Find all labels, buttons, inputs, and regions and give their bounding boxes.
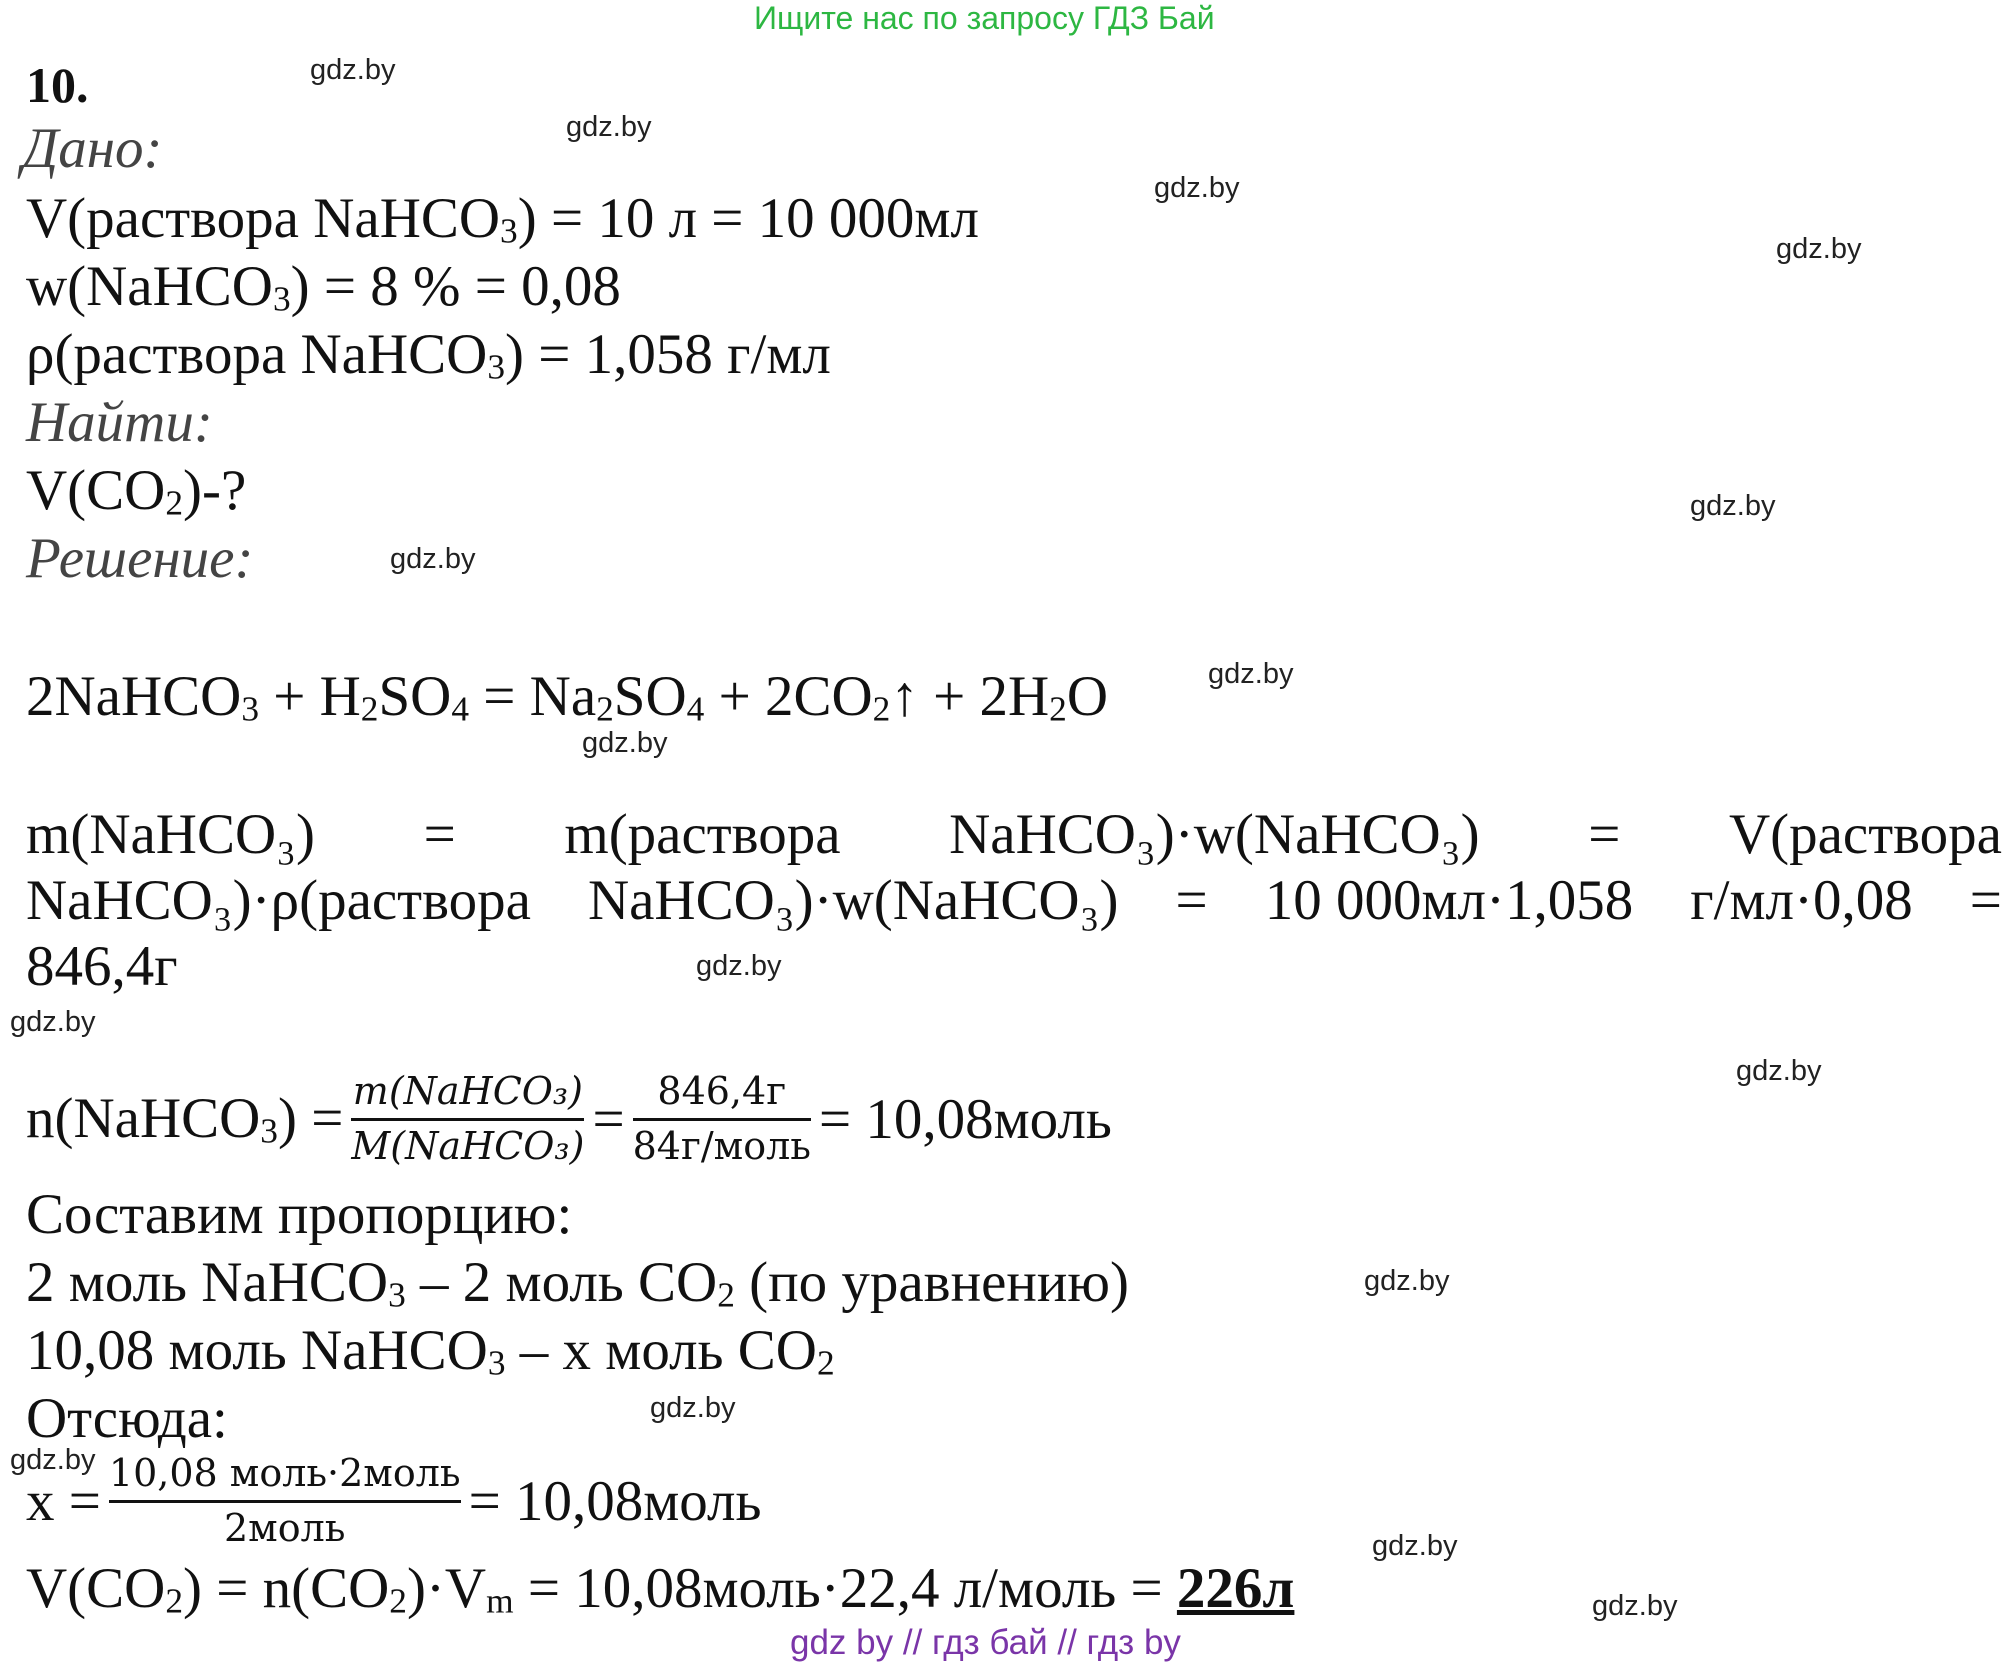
watermark: gdz.by (1372, 1530, 1458, 1562)
top-banner: Ищите нас по запросу ГДЗ Бай (754, 0, 1215, 36)
x-calc: x = $\frac{\text{10,08 моль·2моль}}{\text{2моль}}$ = 10,08моль (26, 1451, 762, 1550)
watermark: gdz.by (696, 950, 782, 982)
solution-heading: Решение: (26, 527, 254, 590)
watermark: gdz.by (650, 1392, 736, 1424)
watermark: gdz.by (1364, 1265, 1450, 1297)
watermark: gdz.by (582, 727, 668, 759)
find-target: $V(CO_2)-$? (26, 459, 247, 523)
fraction-mass-over-molar: $\frac{\text{m(NaHCO₃)}}{\text{M(NaHCO₃)}}$ (351, 1069, 585, 1168)
watermark: gdz.by (10, 1444, 96, 1476)
watermark: gdz.by (390, 543, 476, 575)
proportion-line-1: 2 моль NaHCO$_3$ – 2 моль $CO_2$ (по уравнению) (26, 1251, 1129, 1315)
bottom-banner: gdz by // гдз бай // гдз by (790, 1623, 1181, 1662)
find-heading: Найти: (26, 391, 213, 454)
given-volume: V(раствора NaHCO$_3$) = 10 л = 10 000мл (26, 187, 979, 251)
hence-heading: Отсюда: (26, 1387, 228, 1450)
watermark: gdz.by (1208, 658, 1294, 690)
watermark: gdz.by (10, 1006, 96, 1038)
watermark: gdz.by (310, 54, 396, 86)
watermark: gdz.by (1592, 1590, 1678, 1622)
fraction-x: $\frac{\text{10,08 моль·2моль}}{\text{2моль}}$ (108, 1451, 461, 1550)
reaction-equation: 2NaHCO$_3$ + $H_2SO_4 = Na_2SO_4$ + $2CO_2↑ + 2H_2O$ (26, 665, 1108, 729)
mass-calc-line-1: m(NaHCO₃) = m(раствора NaHCO₃)·w(NaHCO₃) = V(раствора (26, 803, 2002, 866)
watermark: gdz.by (1690, 490, 1776, 522)
watermark: gdz.by (1154, 172, 1240, 204)
mass-calc-line-2: NaHCO₃)·ρ(раствора NaHCO₃)·w(NaHCO₃) = 10 000мл·1,058 г/мл·0,08 = (26, 869, 2002, 932)
given-heading: Дано: (22, 117, 163, 180)
mass-calc-line-3: 846,4г (26, 935, 178, 998)
volume-calc: $V(CO_2) = n(CO_2)\cdot V_m$ = 10,08моль·22,4 л/моль = 226л (26, 1557, 1295, 1621)
watermark: gdz.by (1736, 1055, 1822, 1087)
task-number: 10. (26, 57, 89, 113)
watermark: gdz.by (566, 111, 652, 143)
moles-calc: n(NaHCO$_3$) = $\frac{\text{m(NaHCO₃)}}{\text{M(NaHCO₃)}}$ = $\frac{846,4г}{\text{84г/моль}}$ = 10,08моль (26, 1069, 1112, 1168)
final-answer: 226л (1176, 1557, 1295, 1620)
proportion-line-2: 10,08 моль NaHCO$_3$ – x моль $CO_2$ (26, 1319, 835, 1383)
fraction-values: $\frac{846,4г}{\text{84г/моль}}$ (632, 1069, 811, 1168)
given-mass-fraction: w(NaHCO$_3$) = 8 % = 0,08 (26, 255, 621, 319)
given-density: ρ(раствора NaHCO$_3$) = 1,058 г/мл (26, 323, 831, 387)
watermark: gdz.by (1776, 233, 1862, 265)
proportion-heading: Составим пропорцию: (26, 1183, 573, 1246)
